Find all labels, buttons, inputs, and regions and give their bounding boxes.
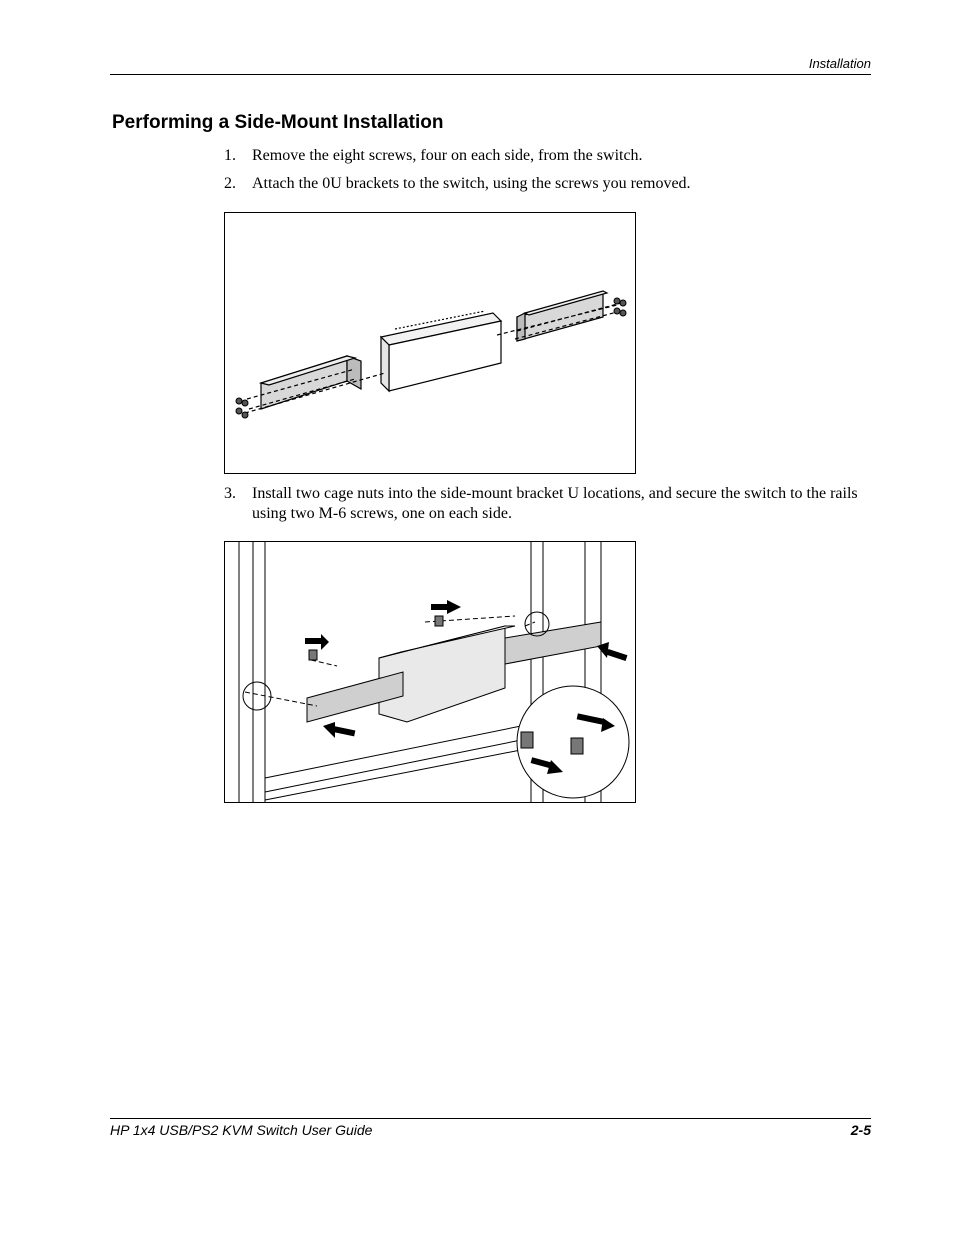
page-footer — [110, 1118, 871, 1138]
page-number: 2-5 — [850, 1122, 871, 1138]
step-number: 2. — [224, 175, 236, 192]
step-text: Install two cage nuts into the side-mount bracket U locations, and secure the switch to the rails using two M-6 screws, one on each side. — [252, 485, 858, 522]
bracket-attachment-illustration — [224, 212, 636, 474]
running-header — [110, 56, 871, 75]
footer-guide-title: HP 1x4 USB/PS2 KVM Switch User Guide — [110, 1122, 373, 1138]
step-number: 1. — [224, 147, 236, 164]
section-title: Performing a Side-Mount Installation — [112, 112, 444, 133]
step-text: Remove the eight screws, four on each side, from the switch. — [252, 147, 643, 164]
step-number: 3. — [224, 485, 236, 502]
running-header-title: Installation — [808, 56, 871, 71]
step-text: Attach the 0U brackets to the switch, using the screws you removed. — [252, 175, 691, 192]
rack-installation-illustration — [224, 541, 636, 803]
